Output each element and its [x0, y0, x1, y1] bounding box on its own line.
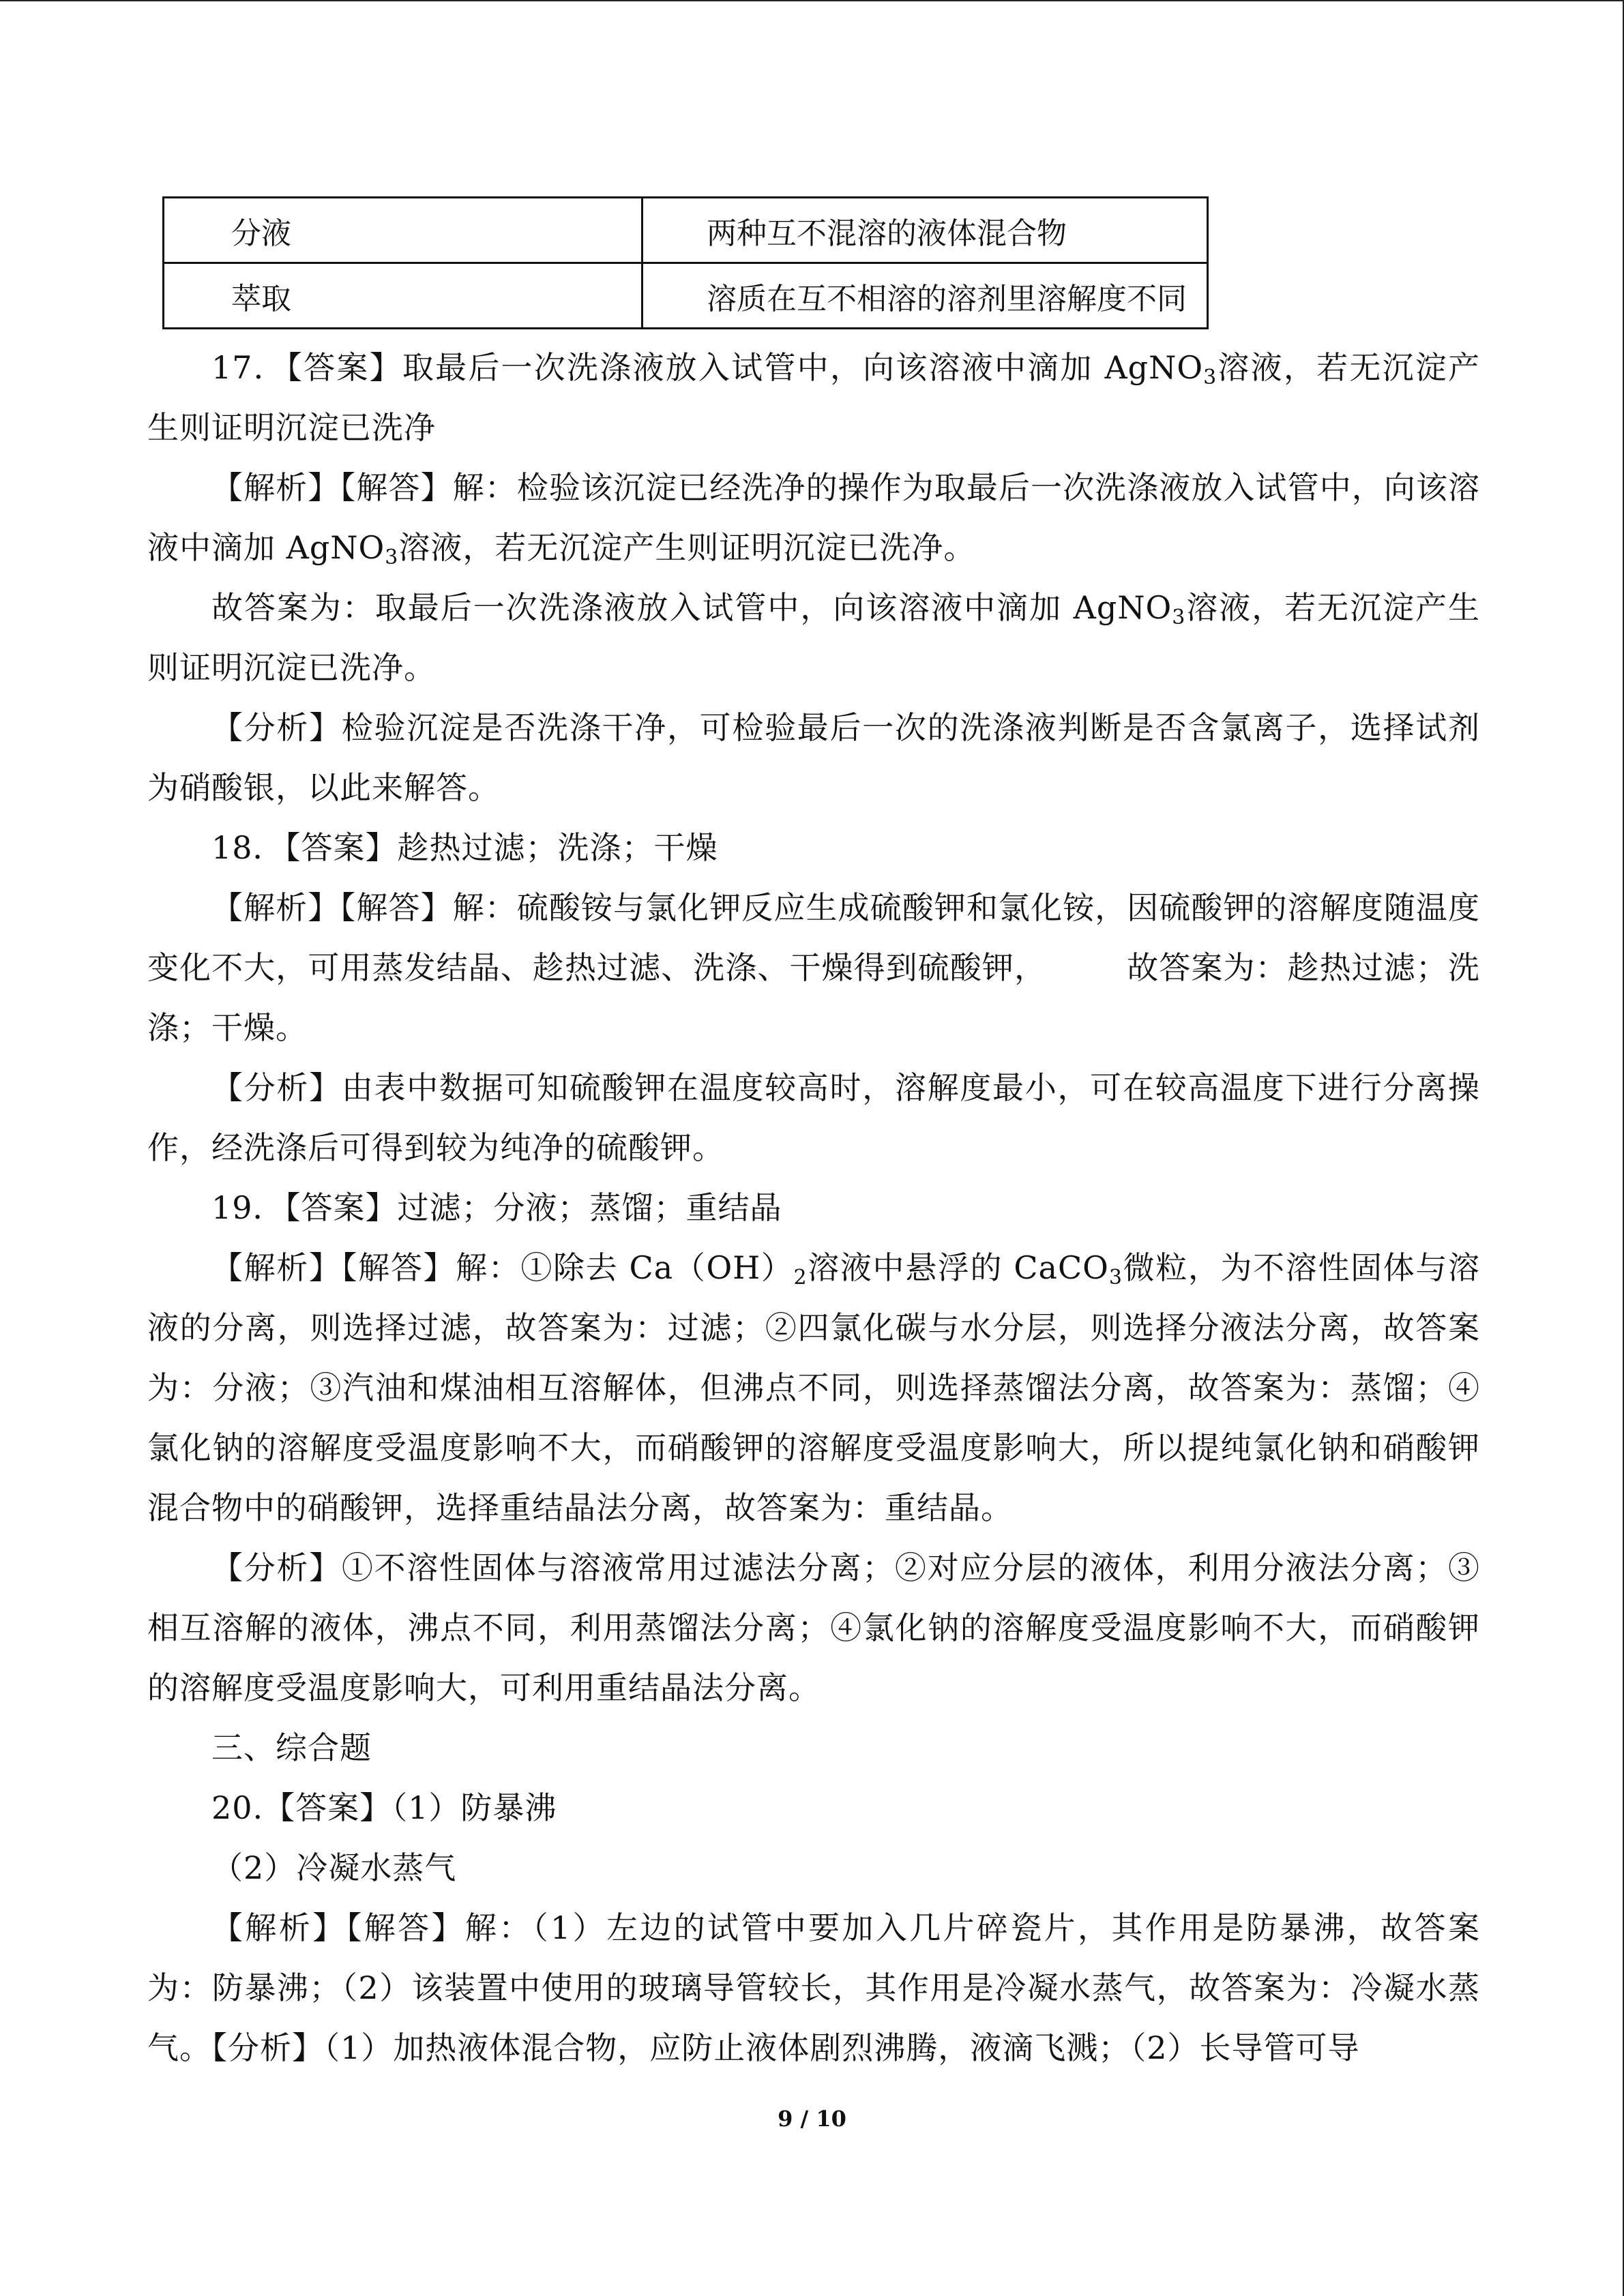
answer-body [147, 338, 1480, 2078]
q20-answer-1: 20.【答案】（1）防暴沸 [211, 1789, 557, 1826]
q19-analysis: 【解析】【解答】解：①除去 $Ca(OH)_2$溶液中悬浮的 CaCO$_3$微粒，为不溶性固体与溶液的分离，则选择过滤，故答案为：过滤；②四氯化碳与水分层，则选择分液法分离，故答案为：分液；③汽油和煤油相互溶解体，但沸点不同，则选择蒸馏法分离，故答案为：蒸馏；④氯化钠的溶解度受温度影响不大，而硝酸钾的溶解度受温度影响大，所以提纯氯化钠和硝酸钾混合物中的硝酸钾，选择重结晶法分离，故答案为：重结晶。 [147, 1249, 1480, 1526]
table-cell-use: 两种互不混溶的液体混合物 [643, 198, 1208, 263]
q18-note: 【分析】由表中数据可知硫酸钾在温度较高时，溶解度最小，可在较高温度下进行分离操作，经洗涤后可得到较为纯净的硫酸钾。 [147, 1069, 1480, 1166]
page-number: 9 / 10 [778, 2106, 846, 2132]
q20-analysis: 【解析】【解答】解：（1）左边的试管中要加入几片碎瓷片，其作用是防暴沸，故答案为：防暴沸；（2）该装置中使用的玻璃导管较长，其作用是冷凝水蒸气，故答案为：冷凝水蒸气。【分析】（1）加热液体混合物，应防止液体剧烈沸腾，液滴飞溅；（2）长导管可导 [147, 1909, 1480, 2066]
separation-methods-table [162, 196, 1209, 329]
q17-answer: 17．【答案】取最后一次洗涤液放入试管中，向该溶液中滴加 AgNO$_3$溶液，若无沉淀产生则证明沉淀已洗净 [147, 349, 1480, 446]
table-row [164, 198, 1208, 263]
q19-answer: 19．【答案】过滤；分液；蒸馏；重结晶 [211, 1189, 782, 1226]
q18-analysis: 【解析】【解答】解：硫酸铵与氯化钾反应生成硫酸钾和氯化铵，因硫酸钾的溶解度随温度变化不大，可用蒸发结晶、趁热过滤、洗涤、干燥得到硫酸钾， 故答案为：趁热过滤；洗涤；干燥。 [147, 889, 1480, 1046]
q19-note: 【分析】①不溶性固体与溶液常用过滤法分离；②对应分层的液体，利用分液法分离；③相互溶解的液体，沸点不同，利用蒸馏法分离；④氯化钠的溶解度受温度影响不大，而硝酸钾的溶解度受温度影响大，可利用重结晶法分离。 [147, 1549, 1480, 1706]
table-cell-method: 萃取 [164, 263, 643, 329]
table-cell-method: 分液 [164, 198, 643, 263]
table-row [164, 263, 1208, 329]
q17-final: 故答案为：取最后一次洗涤液放入试管中，向该溶液中滴加 AgNO$_3$溶液，若无沉淀产生则证明沉淀已洗净。 [147, 589, 1481, 686]
q17-note: 【分析】检验沉淀是否洗涤干净，可检验最后一次的洗涤液判断是否含氯离子，选择试剂为硝酸银，以此来解答。 [147, 709, 1480, 806]
q17-analysis: 【解析】【解答】解：检验该沉淀已经洗净的操作为取最后一次洗涤液放入试管中，向该溶液中滴加 AgNO$_3$溶液，若无沉淀产生则证明沉淀已洗净。 [147, 469, 1480, 569]
table-cell-use: 溶质在互不相溶的溶剂里溶解度不同 [643, 263, 1208, 329]
page-top-border [0, 0, 1624, 1]
section-heading: 三、综合题 [211, 1729, 372, 1766]
q18-answer: 18．【答案】趁热过滤；洗涤；干燥 [211, 829, 718, 866]
q20-answer-2: （2）冷凝水蒸气 [211, 1849, 457, 1886]
